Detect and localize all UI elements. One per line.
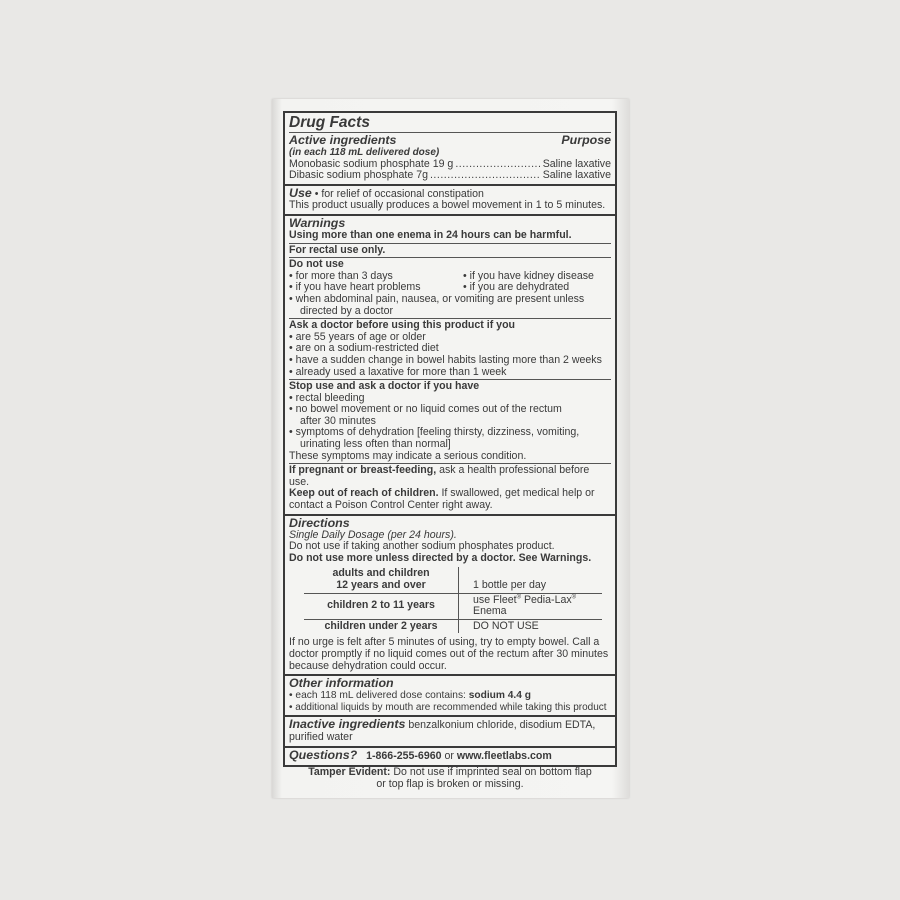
list-item: • rectal bleeding bbox=[289, 391, 365, 404]
list-item-cont: directed by a doctor bbox=[300, 304, 394, 317]
dose-text: Enema bbox=[473, 605, 507, 618]
directions-dosage: Single Daily Dosage (per 24 hours). bbox=[289, 528, 457, 541]
warnings-heading: Warnings bbox=[289, 215, 346, 230]
directions-line2: Do not use more unless directed by a doctor. See Warnings. bbox=[289, 551, 592, 564]
or-text: or bbox=[441, 749, 457, 762]
who-line: adults and children bbox=[332, 567, 430, 580]
active-heading: Active ingredients bbox=[289, 133, 397, 147]
website-link: www.fleetlabs.com bbox=[456, 749, 552, 762]
do-not-use-columns bbox=[289, 271, 611, 294]
table-cell-who: children under 2 years bbox=[304, 619, 459, 633]
directions-footer: because dehydration could occur. bbox=[289, 659, 447, 672]
keep-out-bold: Keep out of reach of children. bbox=[289, 487, 439, 500]
do-not-use-heading: Do not use bbox=[289, 258, 344, 271]
dot-leader bbox=[430, 170, 541, 182]
use-bullet: • for relief of occasional constipation bbox=[314, 187, 484, 200]
drug-facts-panel bbox=[283, 111, 617, 767]
ask-doctor-block bbox=[289, 318, 611, 378]
inactive-line bbox=[289, 718, 611, 732]
questions-section bbox=[285, 746, 615, 766]
list-item: • are 55 years of age or older bbox=[289, 330, 426, 343]
stop-use-note: These symptoms may indicate a serious condition. bbox=[289, 449, 527, 462]
keep-out-text2: contact a Poison Control Center right away. bbox=[289, 499, 493, 512]
active-subheading: (in each 118 mL delivered dose) bbox=[289, 147, 440, 158]
table-row bbox=[304, 593, 602, 619]
tamper-text: Do not use if imprinted seal on bottom flap bbox=[390, 766, 592, 778]
stop-use-block bbox=[289, 379, 611, 462]
ask-doctor-heading: Ask a doctor before using this product if you bbox=[289, 319, 516, 332]
list-item: • for more than 3 days bbox=[289, 269, 393, 282]
tamper-line bbox=[290, 766, 610, 778]
directions-footer: doctor promptly if no liquid comes out of the rectum after 30 minutes bbox=[289, 647, 609, 660]
table-cell-dose bbox=[459, 567, 603, 593]
directions-heading: Directions bbox=[289, 515, 350, 530]
other-info-item: • additional liquids by mouth are recommended while taking this product bbox=[289, 701, 607, 713]
table-cell-who bbox=[304, 567, 459, 593]
list-item: • have a sudden change in bowel habits lasting more than 2 weeks bbox=[289, 353, 602, 366]
dosage-table bbox=[304, 567, 602, 633]
stop-use-heading: Stop use and ask a doctor if you have bbox=[289, 380, 480, 393]
list-item: • if you have heart problems bbox=[289, 281, 421, 294]
table-cell-dose: DO NOT USE bbox=[473, 619, 539, 632]
table-row bbox=[304, 619, 602, 633]
purpose-heading: Purpose bbox=[561, 133, 611, 147]
use-section bbox=[285, 184, 615, 214]
questions-heading: Questions? bbox=[289, 747, 358, 762]
registered-mark: ® bbox=[516, 594, 521, 601]
pregnancy-bold: If pregnant or breast-feeding, bbox=[289, 464, 437, 477]
other-info-heading: Other information bbox=[289, 676, 394, 691]
do-not-use-left bbox=[289, 271, 463, 294]
ingredient-row bbox=[289, 170, 611, 182]
directions-section bbox=[285, 514, 615, 675]
other-text: • each 118 mL delivered dose contains: bbox=[289, 690, 469, 702]
table-row bbox=[304, 567, 602, 593]
pregnancy-text: ask a health professional before use. bbox=[289, 464, 590, 488]
tamper-bold: Tamper Evident: bbox=[308, 766, 391, 778]
sodium-amount: sodium 4.4 g bbox=[468, 690, 531, 702]
drug-facts-title: Drug Facts bbox=[289, 114, 370, 131]
directions-line1: Do not use if taking another sodium phosphates product. bbox=[289, 540, 555, 553]
use-line2: This product usually produces a bowel movement in 1 to 5 minutes. bbox=[289, 199, 606, 212]
table-cell-dose bbox=[459, 593, 603, 619]
inactive-heading: Inactive ingredients bbox=[289, 717, 406, 732]
other-info-item bbox=[289, 690, 611, 702]
list-item-cont: after 30 minutes bbox=[300, 414, 376, 427]
list-item: • if you have kidney disease bbox=[463, 269, 594, 282]
list-item: • symptoms of dehydration [feeling thirsty, dizziness, vomiting, bbox=[289, 426, 580, 439]
do-not-use-right bbox=[463, 271, 611, 294]
list-item: • if you are dehydrated bbox=[463, 281, 570, 294]
list-item: • are on a sodium-restricted diet bbox=[289, 342, 439, 355]
use-heading: Use bbox=[289, 185, 312, 200]
registered-mark: ® bbox=[571, 594, 577, 601]
dose-text: use Fleet bbox=[473, 593, 517, 606]
warning-rectal: For rectal use only. bbox=[289, 243, 611, 257]
pregnancy-block bbox=[289, 463, 611, 511]
inactive-section bbox=[285, 715, 615, 745]
dose-text: Pedia-Lax bbox=[521, 593, 572, 606]
warnings-section bbox=[285, 214, 615, 514]
tamper-evident-note bbox=[290, 766, 610, 790]
tamper-text2: or top flap is broken or missing. bbox=[376, 778, 524, 790]
ingredient-purpose: Saline laxative bbox=[542, 169, 611, 182]
ingredient-name: Monobasic sodium phosphate 19 g bbox=[289, 157, 454, 170]
dose-text: 1 bottle per day bbox=[473, 579, 547, 591]
other-info-section bbox=[285, 674, 615, 715]
list-item: • when abdominal pain, nausea, or vomiting are present unless bbox=[289, 292, 585, 305]
keep-out-text: If swallowed, get medical help or bbox=[438, 487, 595, 500]
list-item-cont: urinating less often than normal] bbox=[300, 438, 451, 451]
table-cell-who: children 2 to 11 years bbox=[304, 593, 459, 619]
ingredient-purpose: Saline laxative bbox=[542, 157, 611, 170]
pregnancy-line bbox=[289, 465, 611, 488]
who-line: 12 years and over bbox=[336, 579, 426, 591]
do-not-use-block bbox=[289, 257, 611, 317]
warning-enema: Using more than one enema in 24 hours can be harmful. bbox=[289, 228, 572, 241]
dot-leader bbox=[455, 159, 540, 171]
active-ingredients-section bbox=[285, 113, 615, 184]
phone-number: 1-866-255-6960 bbox=[366, 749, 442, 762]
inactive-text2: purified water bbox=[289, 730, 353, 743]
active-heading-row bbox=[289, 134, 611, 147]
list-item: • already used a laxative for more than 1 week bbox=[289, 365, 507, 378]
ingredient-name: Dibasic sodium phosphate 7g bbox=[289, 169, 428, 182]
use-line bbox=[289, 187, 611, 201]
list-item: • no bowel movement or no liquid comes out of the rectum bbox=[289, 403, 562, 416]
directions-footer: If no urge is felt after 5 minutes of using, try to empty bowel. Call a bbox=[289, 636, 600, 649]
inactive-text: benzalkonium chloride, disodium EDTA, bbox=[405, 719, 596, 732]
